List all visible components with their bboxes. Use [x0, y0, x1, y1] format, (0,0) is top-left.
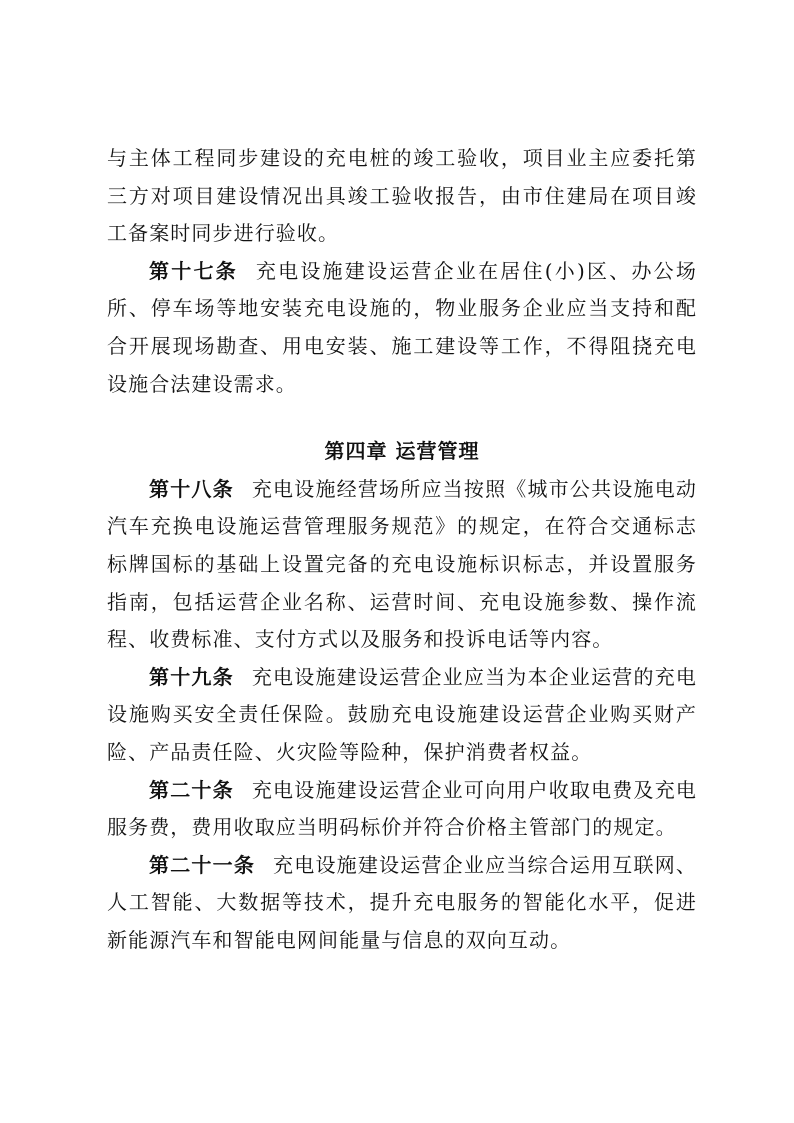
chapter-number: 第四章 [324, 439, 388, 464]
article-18-text: 充电设施经营场所应当按照《城市公共设施电动汽车充换电设施运营管理服务规范》的规定，在符合交通标志标牌国标的基础上设置完备的充电设施标识标志，并设置服务指南，包括运营企业名称、运营时间、充电设施参数、操作流程、收费标准、支付方式以及服务和投诉电话等内容。 [107, 476, 697, 652]
intro-paragraph: 与主体工程同步建设的充电桩的竣工验收，项目业主应委托第三方对项目建设情况出具竣工验收报告，由市住建局在项目竣工备案时同步进行验收。 [107, 146, 697, 246]
chapter-title: 运营管理 [395, 439, 480, 464]
article-18 [107, 471, 697, 659]
article-19 [107, 659, 697, 772]
article-17-label: 第十七条 [149, 258, 238, 283]
article-21-label: 第二十一条 [149, 852, 256, 877]
article-21-text: 充电设施建设运营企业应当综合运用互联网、人工智能、大数据等技术，提升充电服务的智能化水平，促进新能源汽车和智能电网间能量与信息的双向互动。 [107, 852, 698, 952]
article-18-label: 第十八条 [149, 476, 234, 501]
article-17-text: 充电设施建设运营企业在居住(小)区、办公场所、停车场等地安装充电设施的，物业服务企业应当支持和配合开展现场勘查、用电安装、施工建设等工作，不得阻挠充电设施合法建设需求。 [107, 258, 697, 396]
chapter-heading [107, 433, 697, 471]
article-20-text: 充电设施建设运营企业可向用户收取电费及充电服务费，费用收取应当明码标价并符合价格主管部门的规定。 [107, 777, 697, 840]
section-spacer [107, 403, 697, 433]
article-19-text: 充电设施建设运营企业应当为本企业运营的充电设施购买安全责任保险。鼓励充电设施建设运营企业购买财产险、产品责任险、火灾险等险种，保护消费者权益。 [107, 664, 697, 764]
article-17 [107, 253, 697, 403]
article-20-label: 第二十条 [149, 777, 234, 802]
article-19-label: 第十九条 [149, 664, 234, 689]
article-20 [107, 772, 697, 847]
article-21 [107, 847, 697, 960]
document-body [107, 140, 697, 959]
